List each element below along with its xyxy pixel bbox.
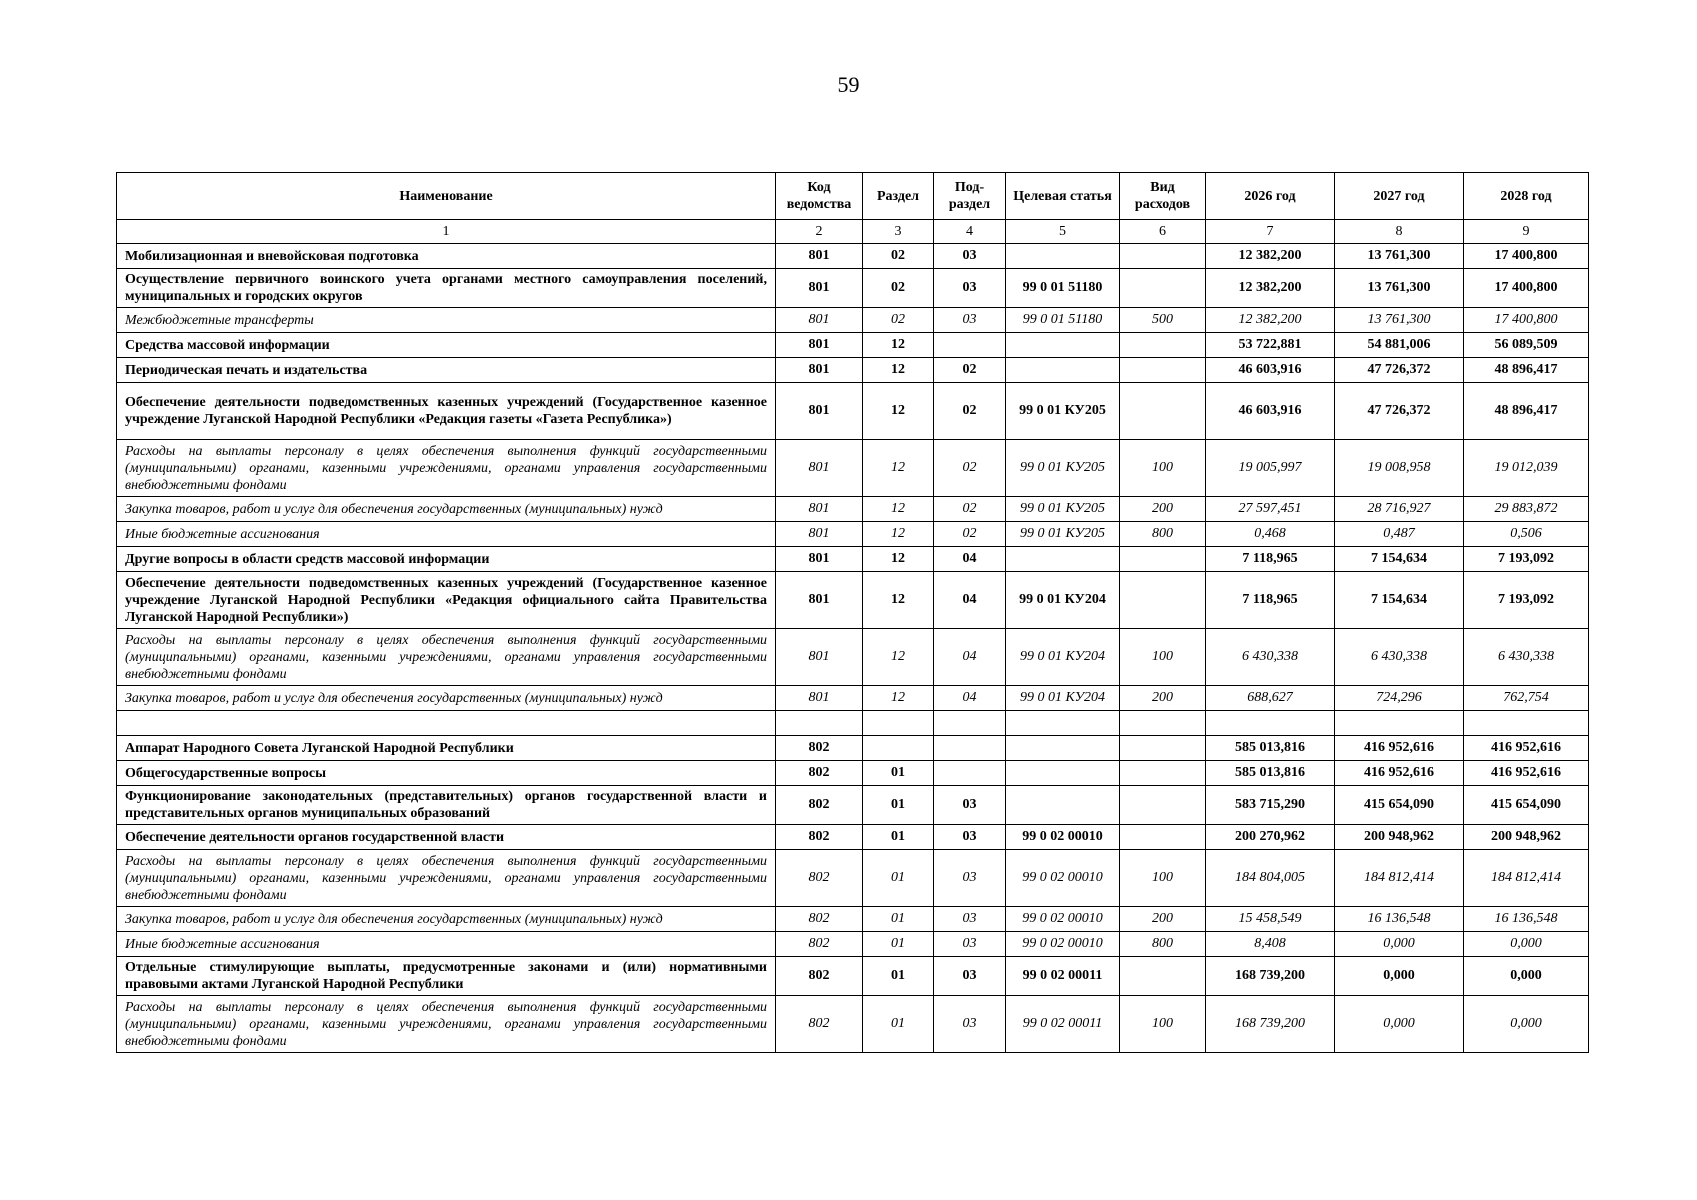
row-amount-2027: 19 008,958	[1335, 440, 1464, 497]
row-section: 12	[863, 440, 934, 497]
row-dept-code: 801	[776, 308, 863, 333]
row-expense-type	[1120, 736, 1206, 761]
row-name: Средства массовой информации	[117, 333, 776, 358]
row-amount-2028: 56 089,509	[1464, 333, 1589, 358]
row-dept-code: 802	[776, 907, 863, 932]
row-expense-type: 200	[1120, 497, 1206, 522]
row-amount-2026: 583 715,290	[1206, 786, 1335, 825]
row-amount-2028: 19 012,039	[1464, 440, 1589, 497]
row-amount-2026: 27 597,451	[1206, 497, 1335, 522]
header-year-2028: 2028 год	[1464, 173, 1589, 220]
row-subsection	[934, 711, 1006, 736]
row-section: 01	[863, 786, 934, 825]
row-amount-2027: 47 726,372	[1335, 358, 1464, 383]
row-target-article: 99 0 02 00010	[1006, 907, 1120, 932]
row-target-article: 99 0 01 51180	[1006, 308, 1120, 333]
row-expense-type: 200	[1120, 686, 1206, 711]
table-row	[117, 547, 1589, 572]
row-amount-2027: 13 761,300	[1335, 244, 1464, 269]
row-amount-2026: 184 804,005	[1206, 850, 1335, 907]
row-amount-2028: 184 812,414	[1464, 850, 1589, 907]
row-expense-type	[1120, 761, 1206, 786]
row-dept-code	[776, 711, 863, 736]
table-row	[117, 825, 1589, 850]
row-expense-type	[1120, 383, 1206, 440]
row-amount-2026: 7 118,965	[1206, 547, 1335, 572]
row-subsection: 02	[934, 383, 1006, 440]
row-amount-2028: 16 136,548	[1464, 907, 1589, 932]
row-subsection: 03	[934, 907, 1006, 932]
row-section: 01	[863, 957, 934, 996]
row-dept-code: 801	[776, 547, 863, 572]
row-amount-2026: 688,627	[1206, 686, 1335, 711]
row-name: Иные бюджетные ассигнования	[117, 522, 776, 547]
row-dept-code: 801	[776, 497, 863, 522]
row-name: Межбюджетные трансферты	[117, 308, 776, 333]
row-subsection: 03	[934, 786, 1006, 825]
table-row	[117, 932, 1589, 957]
table-row	[117, 711, 1589, 736]
row-amount-2026: 200 270,962	[1206, 825, 1335, 850]
row-section: 01	[863, 907, 934, 932]
table-row	[117, 522, 1589, 547]
row-amount-2027: 13 761,300	[1335, 308, 1464, 333]
row-section: 12	[863, 383, 934, 440]
row-subsection: 04	[934, 572, 1006, 629]
row-expense-type: 100	[1120, 850, 1206, 907]
row-amount-2028: 29 883,872	[1464, 497, 1589, 522]
row-amount-2026: 0,468	[1206, 522, 1335, 547]
row-dept-code: 802	[776, 932, 863, 957]
column-number: 7	[1206, 220, 1335, 244]
row-expense-type	[1120, 244, 1206, 269]
column-number: 8	[1335, 220, 1464, 244]
row-expense-type: 800	[1120, 522, 1206, 547]
row-section: 12	[863, 497, 934, 522]
row-dept-code: 802	[776, 825, 863, 850]
row-dept-code: 802	[776, 736, 863, 761]
row-subsection: 02	[934, 440, 1006, 497]
row-amount-2026: 46 603,916	[1206, 383, 1335, 440]
row-name: Периодическая печать и издательства	[117, 358, 776, 383]
row-amount-2028: 200 948,962	[1464, 825, 1589, 850]
row-target-article: 99 0 01 КУ205	[1006, 497, 1120, 522]
row-section	[863, 711, 934, 736]
row-subsection: 02	[934, 497, 1006, 522]
row-expense-type	[1120, 825, 1206, 850]
row-target-article	[1006, 244, 1120, 269]
row-dept-code: 801	[776, 383, 863, 440]
row-name: Функционирование законодательных (представительных) органов государственной власти и представительных органов муниципальных образований	[117, 786, 776, 825]
row-subsection: 04	[934, 629, 1006, 686]
row-target-article: 99 0 02 00010	[1006, 850, 1120, 907]
row-amount-2026: 585 013,816	[1206, 736, 1335, 761]
row-name: Закупка товаров, работ и услуг для обеспечения государственных (муниципальных) нужд	[117, 907, 776, 932]
row-amount-2027: 28 716,927	[1335, 497, 1464, 522]
row-section	[863, 736, 934, 761]
row-dept-code: 801	[776, 572, 863, 629]
row-amount-2027: 416 952,616	[1335, 761, 1464, 786]
table-row	[117, 440, 1589, 497]
row-expense-type: 800	[1120, 932, 1206, 957]
row-target-article: 99 0 01 КУ205	[1006, 383, 1120, 440]
row-amount-2028: 0,000	[1464, 957, 1589, 996]
row-amount-2028: 17 400,800	[1464, 269, 1589, 308]
row-amount-2028: 416 952,616	[1464, 736, 1589, 761]
row-amount-2027: 0,000	[1335, 996, 1464, 1053]
row-target-article: 99 0 01 КУ205	[1006, 440, 1120, 497]
row-section: 01	[863, 761, 934, 786]
header-section: Раздел	[863, 173, 934, 220]
row-subsection: 03	[934, 996, 1006, 1053]
row-target-article: 99 0 01 КУ205	[1006, 522, 1120, 547]
row-amount-2028: 6 430,338	[1464, 629, 1589, 686]
row-amount-2028: 416 952,616	[1464, 761, 1589, 786]
row-section: 12	[863, 358, 934, 383]
row-amount-2028: 0,506	[1464, 522, 1589, 547]
row-name: Закупка товаров, работ и услуг для обеспечения государственных (муниципальных) нужд	[117, 497, 776, 522]
row-name	[117, 711, 776, 736]
row-dept-code: 802	[776, 786, 863, 825]
row-target-article: 99 0 01 КУ204	[1006, 686, 1120, 711]
row-expense-type	[1120, 786, 1206, 825]
header-target-article: Целевая статья	[1006, 173, 1120, 220]
page-number: 59	[837, 72, 860, 97]
table-row	[117, 383, 1589, 440]
row-amount-2027	[1335, 711, 1464, 736]
table-row	[117, 497, 1589, 522]
row-section: 01	[863, 932, 934, 957]
row-amount-2028: 48 896,417	[1464, 383, 1589, 440]
row-amount-2026: 15 458,549	[1206, 907, 1335, 932]
row-subsection: 03	[934, 269, 1006, 308]
row-expense-type	[1120, 572, 1206, 629]
table-row	[117, 786, 1589, 825]
row-amount-2026: 585 013,816	[1206, 761, 1335, 786]
row-target-article	[1006, 736, 1120, 761]
row-dept-code: 801	[776, 333, 863, 358]
budget-table	[116, 172, 1589, 1053]
row-amount-2028: 7 193,092	[1464, 547, 1589, 572]
row-expense-type: 100	[1120, 440, 1206, 497]
row-amount-2026: 12 382,200	[1206, 308, 1335, 333]
table-row	[117, 629, 1589, 686]
row-amount-2028: 0,000	[1464, 996, 1589, 1053]
row-subsection: 03	[934, 244, 1006, 269]
row-amount-2027: 7 154,634	[1335, 547, 1464, 572]
row-target-article	[1006, 547, 1120, 572]
row-dept-code: 801	[776, 358, 863, 383]
row-dept-code: 802	[776, 996, 863, 1053]
row-expense-type: 100	[1120, 996, 1206, 1053]
row-subsection: 04	[934, 547, 1006, 572]
row-name: Обеспечение деятельности подведомственных казенных учреждений (Государственное казенное учреждение Луганской Народной Республики «Редакция официального сайта Правительства Луганской Народной Республики»)	[117, 572, 776, 629]
row-subsection: 03	[934, 850, 1006, 907]
row-amount-2027: 0,000	[1335, 932, 1464, 957]
row-expense-type: 500	[1120, 308, 1206, 333]
header-dept-code: Код ведомства	[776, 173, 863, 220]
row-subsection: 03	[934, 932, 1006, 957]
row-name: Общегосударственные вопросы	[117, 761, 776, 786]
row-target-article: 99 0 01 51180	[1006, 269, 1120, 308]
table-body	[117, 244, 1589, 1053]
column-number: 1	[117, 220, 776, 244]
row-amount-2027: 415 654,090	[1335, 786, 1464, 825]
row-target-article: 99 0 02 00010	[1006, 825, 1120, 850]
row-dept-code: 801	[776, 269, 863, 308]
row-expense-type	[1120, 957, 1206, 996]
table-row	[117, 308, 1589, 333]
row-section: 01	[863, 825, 934, 850]
row-amount-2027: 0,000	[1335, 957, 1464, 996]
table-row	[117, 957, 1589, 996]
column-number: 4	[934, 220, 1006, 244]
row-dept-code: 801	[776, 686, 863, 711]
row-expense-type	[1120, 711, 1206, 736]
row-section: 12	[863, 686, 934, 711]
row-amount-2027: 200 948,962	[1335, 825, 1464, 850]
table-row	[117, 736, 1589, 761]
row-subsection: 04	[934, 686, 1006, 711]
row-amount-2027: 0,487	[1335, 522, 1464, 547]
row-target-article	[1006, 333, 1120, 358]
row-amount-2027: 416 952,616	[1335, 736, 1464, 761]
row-target-article: 99 0 02 00011	[1006, 996, 1120, 1053]
row-subsection: 02	[934, 358, 1006, 383]
row-amount-2028: 17 400,800	[1464, 244, 1589, 269]
row-amount-2026: 7 118,965	[1206, 572, 1335, 629]
row-expense-type: 100	[1120, 629, 1206, 686]
row-name: Мобилизационная и вневойсковая подготовка	[117, 244, 776, 269]
row-target-article: 99 0 02 00010	[1006, 932, 1120, 957]
row-expense-type	[1120, 358, 1206, 383]
row-amount-2026: 53 722,881	[1206, 333, 1335, 358]
row-name: Иные бюджетные ассигнования	[117, 932, 776, 957]
row-amount-2026: 46 603,916	[1206, 358, 1335, 383]
table-row	[117, 333, 1589, 358]
row-expense-type	[1120, 269, 1206, 308]
row-target-article: 99 0 01 КУ204	[1006, 629, 1120, 686]
row-amount-2027: 724,296	[1335, 686, 1464, 711]
row-amount-2026: 168 739,200	[1206, 996, 1335, 1053]
header-year-2027: 2027 год	[1335, 173, 1464, 220]
row-name: Отдельные стимулирующие выплаты, предусмотренные законами и (или) нормативными правовыми актами Луганской Народной Республики	[117, 957, 776, 996]
row-amount-2028	[1464, 711, 1589, 736]
row-amount-2026: 8,408	[1206, 932, 1335, 957]
row-target-article	[1006, 761, 1120, 786]
row-subsection	[934, 736, 1006, 761]
row-subsection: 03	[934, 825, 1006, 850]
table-row	[117, 686, 1589, 711]
row-amount-2028: 415 654,090	[1464, 786, 1589, 825]
row-name: Осуществление первичного воинского учета органами местного самоуправления поселений, муниципальных и городских округов	[117, 269, 776, 308]
row-section: 12	[863, 629, 934, 686]
table-row	[117, 269, 1589, 308]
header-expense-type: Вид расходов	[1120, 173, 1206, 220]
row-amount-2027: 54 881,006	[1335, 333, 1464, 358]
row-section: 01	[863, 996, 934, 1053]
table-row	[117, 572, 1589, 629]
row-dept-code: 801	[776, 629, 863, 686]
row-amount-2028: 17 400,800	[1464, 308, 1589, 333]
row-target-article	[1006, 711, 1120, 736]
row-dept-code: 801	[776, 440, 863, 497]
column-number: 3	[863, 220, 934, 244]
row-amount-2026: 19 005,997	[1206, 440, 1335, 497]
row-amount-2027: 13 761,300	[1335, 269, 1464, 308]
row-section: 02	[863, 269, 934, 308]
column-number: 6	[1120, 220, 1206, 244]
row-amount-2027: 7 154,634	[1335, 572, 1464, 629]
row-name: Расходы на выплаты персоналу в целях обеспечения выполнения функций государственными (муниципальными) органами, казенными учреждениями, органами управления государственными внебюджетными фондами	[117, 996, 776, 1053]
row-section: 02	[863, 244, 934, 269]
row-amount-2026: 12 382,200	[1206, 269, 1335, 308]
table-row	[117, 244, 1589, 269]
row-amount-2028: 7 193,092	[1464, 572, 1589, 629]
row-name: Закупка товаров, работ и услуг для обеспечения государственных (муниципальных) нужд	[117, 686, 776, 711]
row-dept-code: 802	[776, 957, 863, 996]
column-number: 2	[776, 220, 863, 244]
header-subsection: Под-раздел	[934, 173, 1006, 220]
row-section: 12	[863, 572, 934, 629]
row-name: Обеспечение деятельности подведомственных казенных учреждений (Государственное казенное учреждение Луганской Народной Республики «Редакция газеты «Газета Республика»)	[117, 383, 776, 440]
row-amount-2028: 762,754	[1464, 686, 1589, 711]
row-amount-2026	[1206, 711, 1335, 736]
row-section: 12	[863, 522, 934, 547]
column-number-row	[117, 220, 1589, 244]
row-section: 12	[863, 547, 934, 572]
row-amount-2026: 6 430,338	[1206, 629, 1335, 686]
row-dept-code: 802	[776, 850, 863, 907]
row-name: Расходы на выплаты персоналу в целях обеспечения выполнения функций государственными (муниципальными) органами, казенными учреждениями, органами управления государственными внебюджетными фондами	[117, 850, 776, 907]
table-row	[117, 761, 1589, 786]
row-subsection: 02	[934, 522, 1006, 547]
row-name: Расходы на выплаты персоналу в целях обеспечения выполнения функций государственными (муниципальными) органами, казенными учреждениями, органами управления государственными внебюджетными фондами	[117, 440, 776, 497]
column-number: 5	[1006, 220, 1120, 244]
row-expense-type	[1120, 333, 1206, 358]
row-amount-2026: 168 739,200	[1206, 957, 1335, 996]
row-target-article: 99 0 02 00011	[1006, 957, 1120, 996]
row-target-article: 99 0 01 КУ204	[1006, 572, 1120, 629]
row-section: 01	[863, 850, 934, 907]
row-name: Обеспечение деятельности органов государственной власти	[117, 825, 776, 850]
row-name: Расходы на выплаты персоналу в целях обеспечения выполнения функций государственными (муниципальными) органами, казенными учреждениями, органами управления государственными внебюджетными фондами	[117, 629, 776, 686]
row-dept-code: 801	[776, 244, 863, 269]
table-row	[117, 907, 1589, 932]
row-expense-type: 200	[1120, 907, 1206, 932]
row-name: Аппарат Народного Совета Луганской Народной Республики	[117, 736, 776, 761]
row-name: Другие вопросы в области средств массовой информации	[117, 547, 776, 572]
row-amount-2027: 184 812,414	[1335, 850, 1464, 907]
row-target-article	[1006, 786, 1120, 825]
row-subsection	[934, 761, 1006, 786]
table-row	[117, 850, 1589, 907]
row-amount-2028: 0,000	[1464, 932, 1589, 957]
row-amount-2027: 6 430,338	[1335, 629, 1464, 686]
row-subsection: 03	[934, 957, 1006, 996]
row-section: 02	[863, 308, 934, 333]
row-amount-2027: 47 726,372	[1335, 383, 1464, 440]
header-year-2026: 2026 год	[1206, 173, 1335, 220]
header-name: Наименование	[117, 173, 776, 220]
column-number: 9	[1464, 220, 1589, 244]
row-section: 12	[863, 333, 934, 358]
row-target-article	[1006, 358, 1120, 383]
table-row	[117, 358, 1589, 383]
table-header-row	[117, 173, 1589, 220]
table-row	[117, 996, 1589, 1053]
row-dept-code: 801	[776, 522, 863, 547]
row-expense-type	[1120, 547, 1206, 572]
row-amount-2027: 16 136,548	[1335, 907, 1464, 932]
row-amount-2026: 12 382,200	[1206, 244, 1335, 269]
row-subsection	[934, 333, 1006, 358]
row-amount-2028: 48 896,417	[1464, 358, 1589, 383]
row-dept-code: 802	[776, 761, 863, 786]
row-subsection: 03	[934, 308, 1006, 333]
